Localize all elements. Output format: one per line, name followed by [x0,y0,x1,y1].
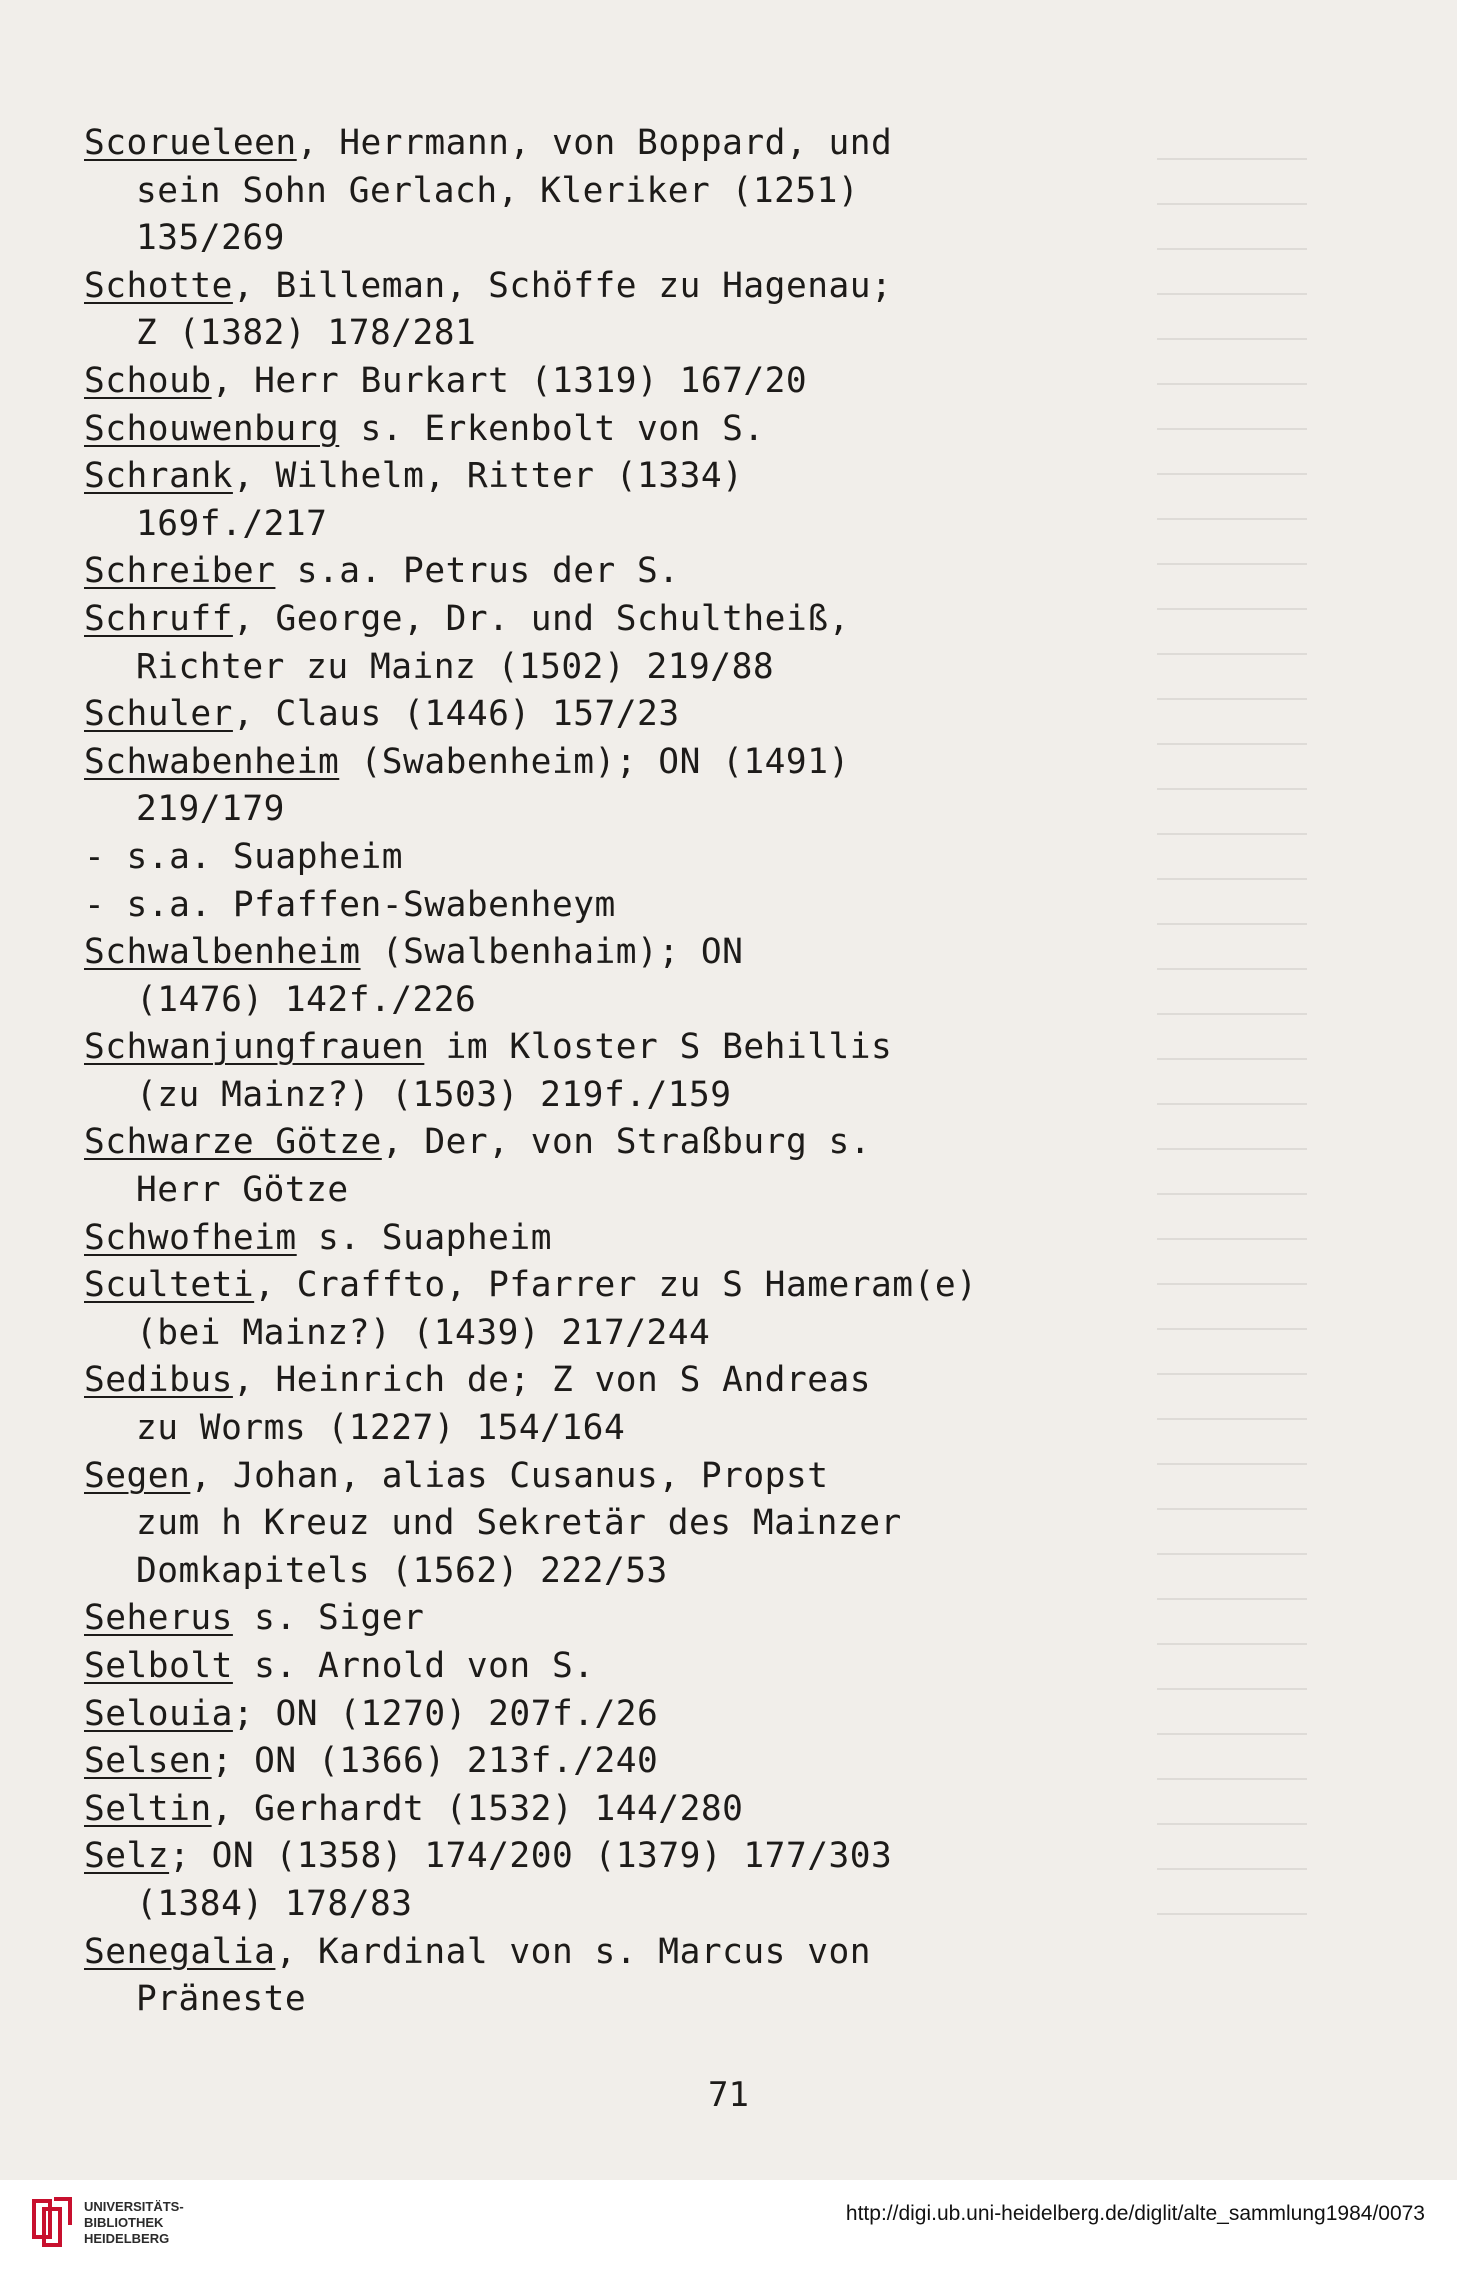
entry-text: , Heinrich de; Z von S Andreas [232,1360,872,1401]
entry-text: Z (1382) 178/281 [136,313,477,354]
entry-text: , Johan, alias Cusanus, Propst [190,1455,829,1496]
entry-first-line [84,1119,1284,1167]
entry-first-line [84,358,1284,406]
entry-headword: Seltin [84,1788,212,1829]
entry-continuation-line [84,1167,1284,1215]
entry-text: im Kloster S Behillis [424,1027,893,1068]
entry-first-line [84,739,1284,787]
entry-text: , Wilhelm, Ritter (1334) [232,456,744,497]
entry-headword: Selsen [84,1741,212,1782]
entry-first-line [84,1215,1284,1263]
entry-first-line [84,1929,1284,1977]
entry-text: , Kardinal von s. Marcus von [275,1931,872,1972]
entry-text: , Der, von Straßburg s. [381,1122,872,1163]
library-logo [30,2188,230,2258]
library-logo-icon [30,2195,74,2251]
entry-text: ; ON (1270) 207f./26 [232,1693,659,1734]
entry-first-line [84,406,1284,454]
index-entry [84,548,1284,596]
entry-headword: Schwarze Götze [84,1122,382,1163]
entry-first-line [84,882,1284,930]
entry-continuation-line [84,1976,1284,2024]
entry-text: Herr Götze [136,1170,349,1211]
entry-text: s. Siger [232,1598,425,1639]
library-logo-text: UNIVERSITÄTS- BIBLIOTHEK HEIDELBERG [84,2199,184,2246]
entry-first-line [84,1024,1284,1072]
entry-headword: Sedibus [84,1360,233,1401]
entry-headword: Scorueleen [84,123,297,163]
entry-text: 169f./217 [136,503,328,544]
index-entry [84,1691,1284,1739]
entry-text: , Herr Burkart (1319) 167/20 [211,360,808,401]
source-url[interactable]: http://digi.ub.uni-heidelberg.de/diglit/alte_sammlung1984/0073 [845,2202,1425,2225]
index-entry [84,1024,1284,1119]
entry-text: , George, Dr. und Schultheiß, [232,598,850,639]
index-entry [84,453,1284,548]
index-entry [84,1738,1284,1786]
entry-text: , Herrmann, von Boppard, und [296,123,893,163]
index-entry [84,691,1284,739]
index-entry [84,1833,1284,1928]
entry-text: 219/179 [136,789,285,830]
index-entry [84,1119,1284,1214]
index-entry [84,358,1284,406]
entry-text: s.a. Petrus der S. [275,551,680,592]
entry-first-line [84,120,1284,168]
entry-text: s. Suapheim [296,1217,552,1258]
entry-continuation-line [84,310,1284,358]
index-entry [84,406,1284,454]
entry-headword: Schwanjungfrauen [84,1027,425,1068]
entry-continuation-line [84,1548,1284,1596]
entry-continuation-line [84,168,1284,216]
index-entry [84,1929,1284,2024]
index-entry [84,739,1284,834]
entry-text: (Swabenheim); ON (1491) [339,741,850,782]
entry-text: (1476) 142f./226 [136,979,477,1020]
index-entry [84,596,1284,691]
index-entry [84,1357,1284,1452]
entry-headword: Schouwenburg [84,408,340,449]
index-entry [84,1643,1284,1691]
entry-first-line [84,834,1284,882]
entry-first-line [84,1595,1284,1643]
entry-text: , Craffto, Pfarrer zu S Hameram(e) [254,1265,978,1306]
index-entry [84,834,1284,882]
entry-text: (bei Mainz?) (1439) 217/244 [136,1312,711,1353]
entry-continuation-line [84,1405,1284,1453]
entry-headword: Schuler [84,694,233,735]
index-entry [84,1215,1284,1263]
entry-first-line [84,929,1284,977]
entry-headword: Schreiber [84,551,276,592]
entry-headword: Seherus [84,1598,233,1639]
entry-first-line [84,1738,1284,1786]
entry-first-line [84,1453,1284,1501]
index-entry [84,929,1284,1024]
index-entry [84,1453,1284,1596]
entry-headword: Selz [84,1836,170,1877]
entry-text: , Claus (1446) 157/23 [232,694,680,735]
entry-first-line [84,1691,1284,1739]
entry-headword: Segen [84,1455,191,1496]
entry-headword: Schwabenheim [84,741,340,782]
entry-text: s. Arnold von S. [232,1646,595,1686]
entry-text: 135/269 [136,218,285,259]
entry-headword: Selouia [84,1693,233,1734]
entry-first-line [84,1833,1284,1881]
entry-text: Präneste [136,1979,307,2020]
index-entry [84,1786,1284,1834]
entry-first-line [84,1643,1284,1691]
entry-text: zu Worms (1227) 154/164 [136,1408,626,1449]
entry-continuation-line [84,977,1284,1025]
entry-first-line [84,1357,1284,1405]
entry-text: - s.a. Pfaffen-Swabenheym [84,884,616,925]
entry-continuation-line [84,1881,1284,1929]
entry-headword: Schoub [84,360,212,401]
entry-text: , Gerhardt (1532) 144/280 [211,1788,744,1829]
entry-headword: Senegalia [84,1931,276,1972]
entry-headword: Schwalbenheim [84,932,361,973]
index-entry [84,1262,1284,1357]
entry-first-line [84,263,1284,311]
entry-text: s. Erkenbolt von S. [339,408,765,449]
entry-first-line [84,691,1284,739]
entry-continuation-line [84,1072,1284,1120]
entry-headword: Selbolt [84,1646,233,1686]
entry-continuation-line [84,644,1284,692]
entry-continuation-line [84,786,1284,834]
entry-first-line [84,548,1284,596]
entry-text: (1384) 178/83 [136,1883,413,1924]
entry-headword: Schwofheim [84,1217,297,1258]
entry-text: (zu Mainz?) (1503) 219f./159 [136,1074,732,1115]
page-number: 71 [708,2075,749,2115]
entry-headword: Schotte [84,265,233,306]
entry-text: , Billeman, Schöffe zu Hagenau; [232,265,893,306]
entry-text: zum h Kreuz und Sekretär des Mainzer [136,1503,902,1544]
entry-text: ; ON (1358) 174/200 (1379) 177/303 [169,1836,893,1877]
entry-headword: Schrank [84,456,233,497]
entry-first-line [84,453,1284,501]
entry-text: ; ON (1366) 213f./240 [211,1741,659,1782]
entry-first-line [84,1786,1284,1834]
entry-text: Domkapitels (1562) 222/53 [136,1550,668,1591]
entry-continuation-line [84,501,1284,549]
entry-text: - s.a. Suapheim [84,836,404,877]
entry-headword: Sculteti [84,1265,255,1306]
entry-continuation-line [84,1500,1284,1548]
entry-continuation-line [84,215,1284,263]
entry-first-line [84,1262,1284,1310]
index-entry [84,1595,1284,1643]
entry-first-line [84,596,1284,644]
entry-headword: Schruff [84,598,233,639]
entry-continuation-line [84,1310,1284,1358]
entry-text: (Swalbenhaim); ON [360,932,744,973]
entry-text: sein Sohn Gerlach, Kleriker (1251) [136,170,860,211]
index-entry [84,263,1284,358]
index-entry [84,882,1284,930]
index-entry [84,120,1284,263]
entry-text: Richter zu Mainz (1502) 219/88 [136,646,775,687]
register-entries [84,120,1284,2024]
